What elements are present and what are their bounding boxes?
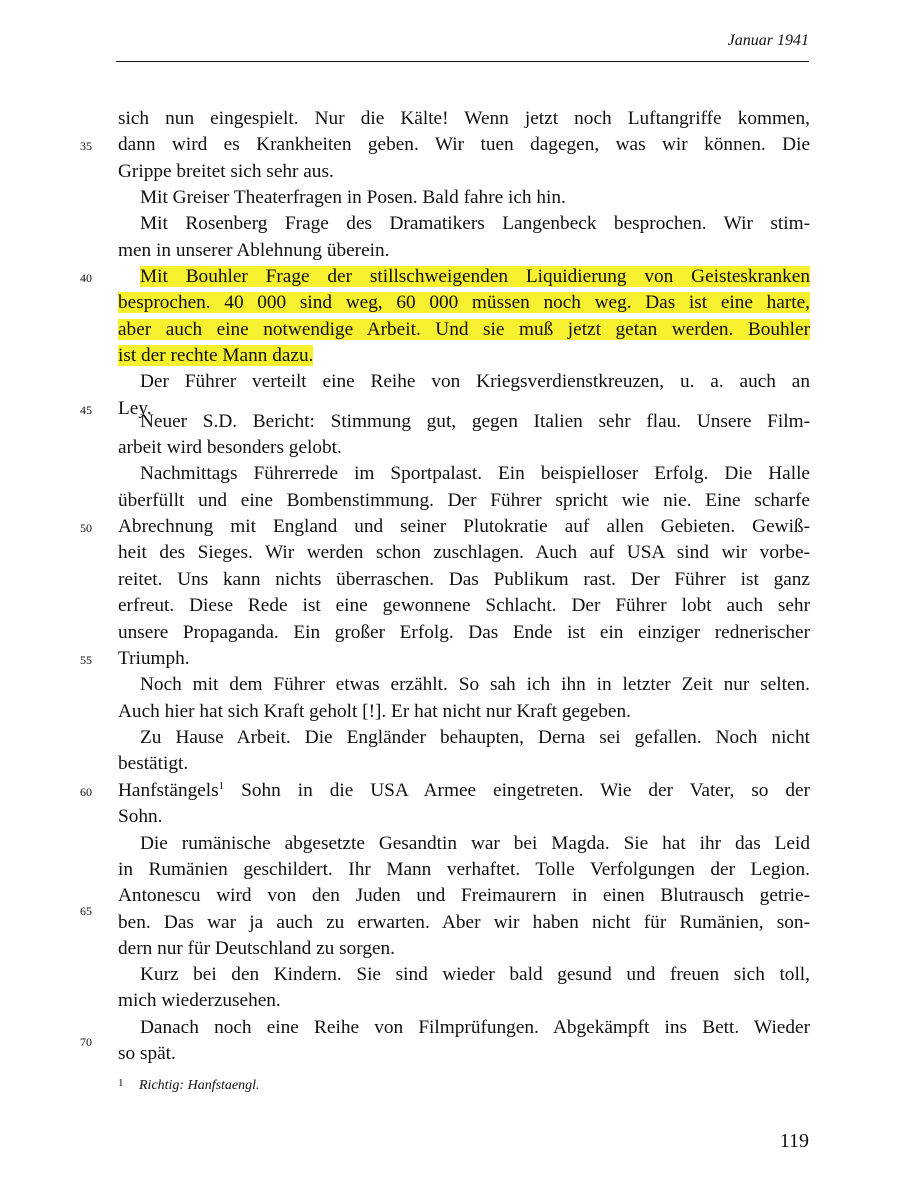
text-line: Mit Rosenberg Frage des Dramatikers Langenbeck besprochen. Wir stim- <box>140 213 810 234</box>
line-number: 60 <box>80 785 92 799</box>
highlighted-text: besprochen. 40 000 sind weg, 60 000 müssen noch weg. Das ist eine harte, <box>118 292 810 313</box>
text-line: unsere Propaganda. Ein großer Erfolg. Das Ende ist ein einziger rednerischer <box>118 622 810 643</box>
text-line: Abrechnung mit England und seiner Plutokratie auf allen Gebieten. Gewiß- <box>118 516 810 537</box>
line-number: 40 <box>80 271 92 285</box>
text-line: men in unserer Ablehnung überein. <box>118 240 390 261</box>
line-number: 55 <box>80 653 92 667</box>
line-number: 50 <box>80 521 92 535</box>
text-line: Sohn. <box>118 806 163 827</box>
text-line: mich wiederzusehen. <box>118 990 281 1011</box>
text-line: Der Führer verteilt eine Reihe von Kriegsverdienstkreuzen, u. a. auch an <box>140 371 810 392</box>
text-segment: Hanfstängels <box>118 780 219 801</box>
highlighted-text: Mit Bouhler Frage der stillschweigenden Liquidierung von Geisteskranken <box>140 266 810 287</box>
text-line: in Rumänien geschildert. Ihr Mann verhaftet. Tolle Verfolgungen der Legion. <box>118 859 810 880</box>
highlighted-text: ist der rechte Mann dazu. <box>118 345 314 366</box>
text-line: heit des Sieges. Wir werden schon zuschlagen. Auch auf USA sind wir vorbe- <box>118 542 810 563</box>
footnote <box>118 1073 260 1096</box>
text-line: Zu Hause Arbeit. Die Engländer behaupten, Derna sei gefallen. Noch nicht <box>140 727 810 748</box>
text-line: Ley. <box>118 398 152 419</box>
page-number: 119 <box>779 1130 809 1152</box>
text-line: sich nun eingespielt. Nur die Kälte! Wenn jetzt noch Luftangriffe kommen, <box>118 108 810 129</box>
text-line: bestätigt. <box>118 753 189 774</box>
highlighted-line <box>118 343 810 369</box>
line-number: 45 <box>80 403 92 417</box>
text-line: Neuer S.D. Bericht: Stimmung gut, gegen Italien sehr flau. Unsere Film- <box>140 411 810 432</box>
text-line: Nachmittags Führerrede im Sportpalast. Ein beispielloser Erfolg. Die Halle <box>140 463 810 484</box>
footnote-reference: 1 <box>218 780 225 792</box>
text-line: reitet. Uns kann nichts überraschen. Das Publikum rast. Der Führer ist ganz <box>118 569 810 590</box>
footnote-text: Richtig: Hanfstaengl. <box>139 1078 260 1093</box>
text-line: so spät. <box>118 1043 176 1064</box>
text-line: dern nur für Deutschland zu sorgen. <box>118 938 395 959</box>
header-rule <box>116 61 809 62</box>
text-line: Noch mit dem Führer etwas erzählt. So sah ich ihn in letzter Zeit nur selten. <box>140 674 810 695</box>
line-number: 65 <box>80 904 92 918</box>
text-line: Antonescu wird von den Juden und Freimaurern in einen Blutrausch getrie- <box>118 885 810 906</box>
text-line: arbeit wird besonders gelobt. <box>118 437 342 458</box>
highlighted-text: aber auch eine notwendige Arbeit. Und sie muß jetzt getan werden. Bouhler <box>118 319 810 340</box>
text-line: Mit Greiser Theaterfragen in Posen. Bald fahre ich hin. <box>140 187 566 208</box>
highlighted-line <box>118 317 810 343</box>
footnote-mark: 1 <box>118 1077 124 1089</box>
text-line: Auch hier hat sich Kraft geholt [!]. Er hat nicht nur Kraft gegeben. <box>118 701 631 722</box>
text-line: Danach noch eine Reihe von Filmprüfungen. Abgekämpft ins Bett. Wieder <box>140 1017 810 1038</box>
text-line: Triumph. <box>118 648 190 669</box>
line-number: 35 <box>80 139 92 153</box>
text-line <box>118 778 810 804</box>
text-segment: Sohn in die USA Armee eingetreten. Wie der Vater, so der <box>241 780 810 801</box>
text-line: ben. Das war ja auch zu erwarten. Aber wir haben nicht für Rumänien, son- <box>118 912 810 933</box>
text-line: Die rumänische abgesetzte Gesandtin war bei Magda. Sie hat ihr das Leid <box>140 833 810 854</box>
text-line: überfüllt und eine Bombenstimmung. Der Führer spricht wie nie. Eine scharfe <box>118 490 810 511</box>
text-line: erfreut. Diese Rede ist eine gewonnene Schlacht. Der Führer lobt auch sehr <box>118 595 810 616</box>
highlighted-line <box>118 264 810 290</box>
text-line: Grippe breitet sich sehr aus. <box>118 161 334 182</box>
text-line: dann wird es Krankheiten geben. Wir tuen dagegen, was wir können. Die <box>118 134 810 155</box>
text-line: Kurz bei den Kindern. Sie sind wieder bald gesund und freuen sich toll, <box>140 964 810 985</box>
highlighted-line <box>118 290 810 316</box>
running-header: Januar 1941 <box>727 32 809 49</box>
line-number: 70 <box>80 1035 92 1049</box>
